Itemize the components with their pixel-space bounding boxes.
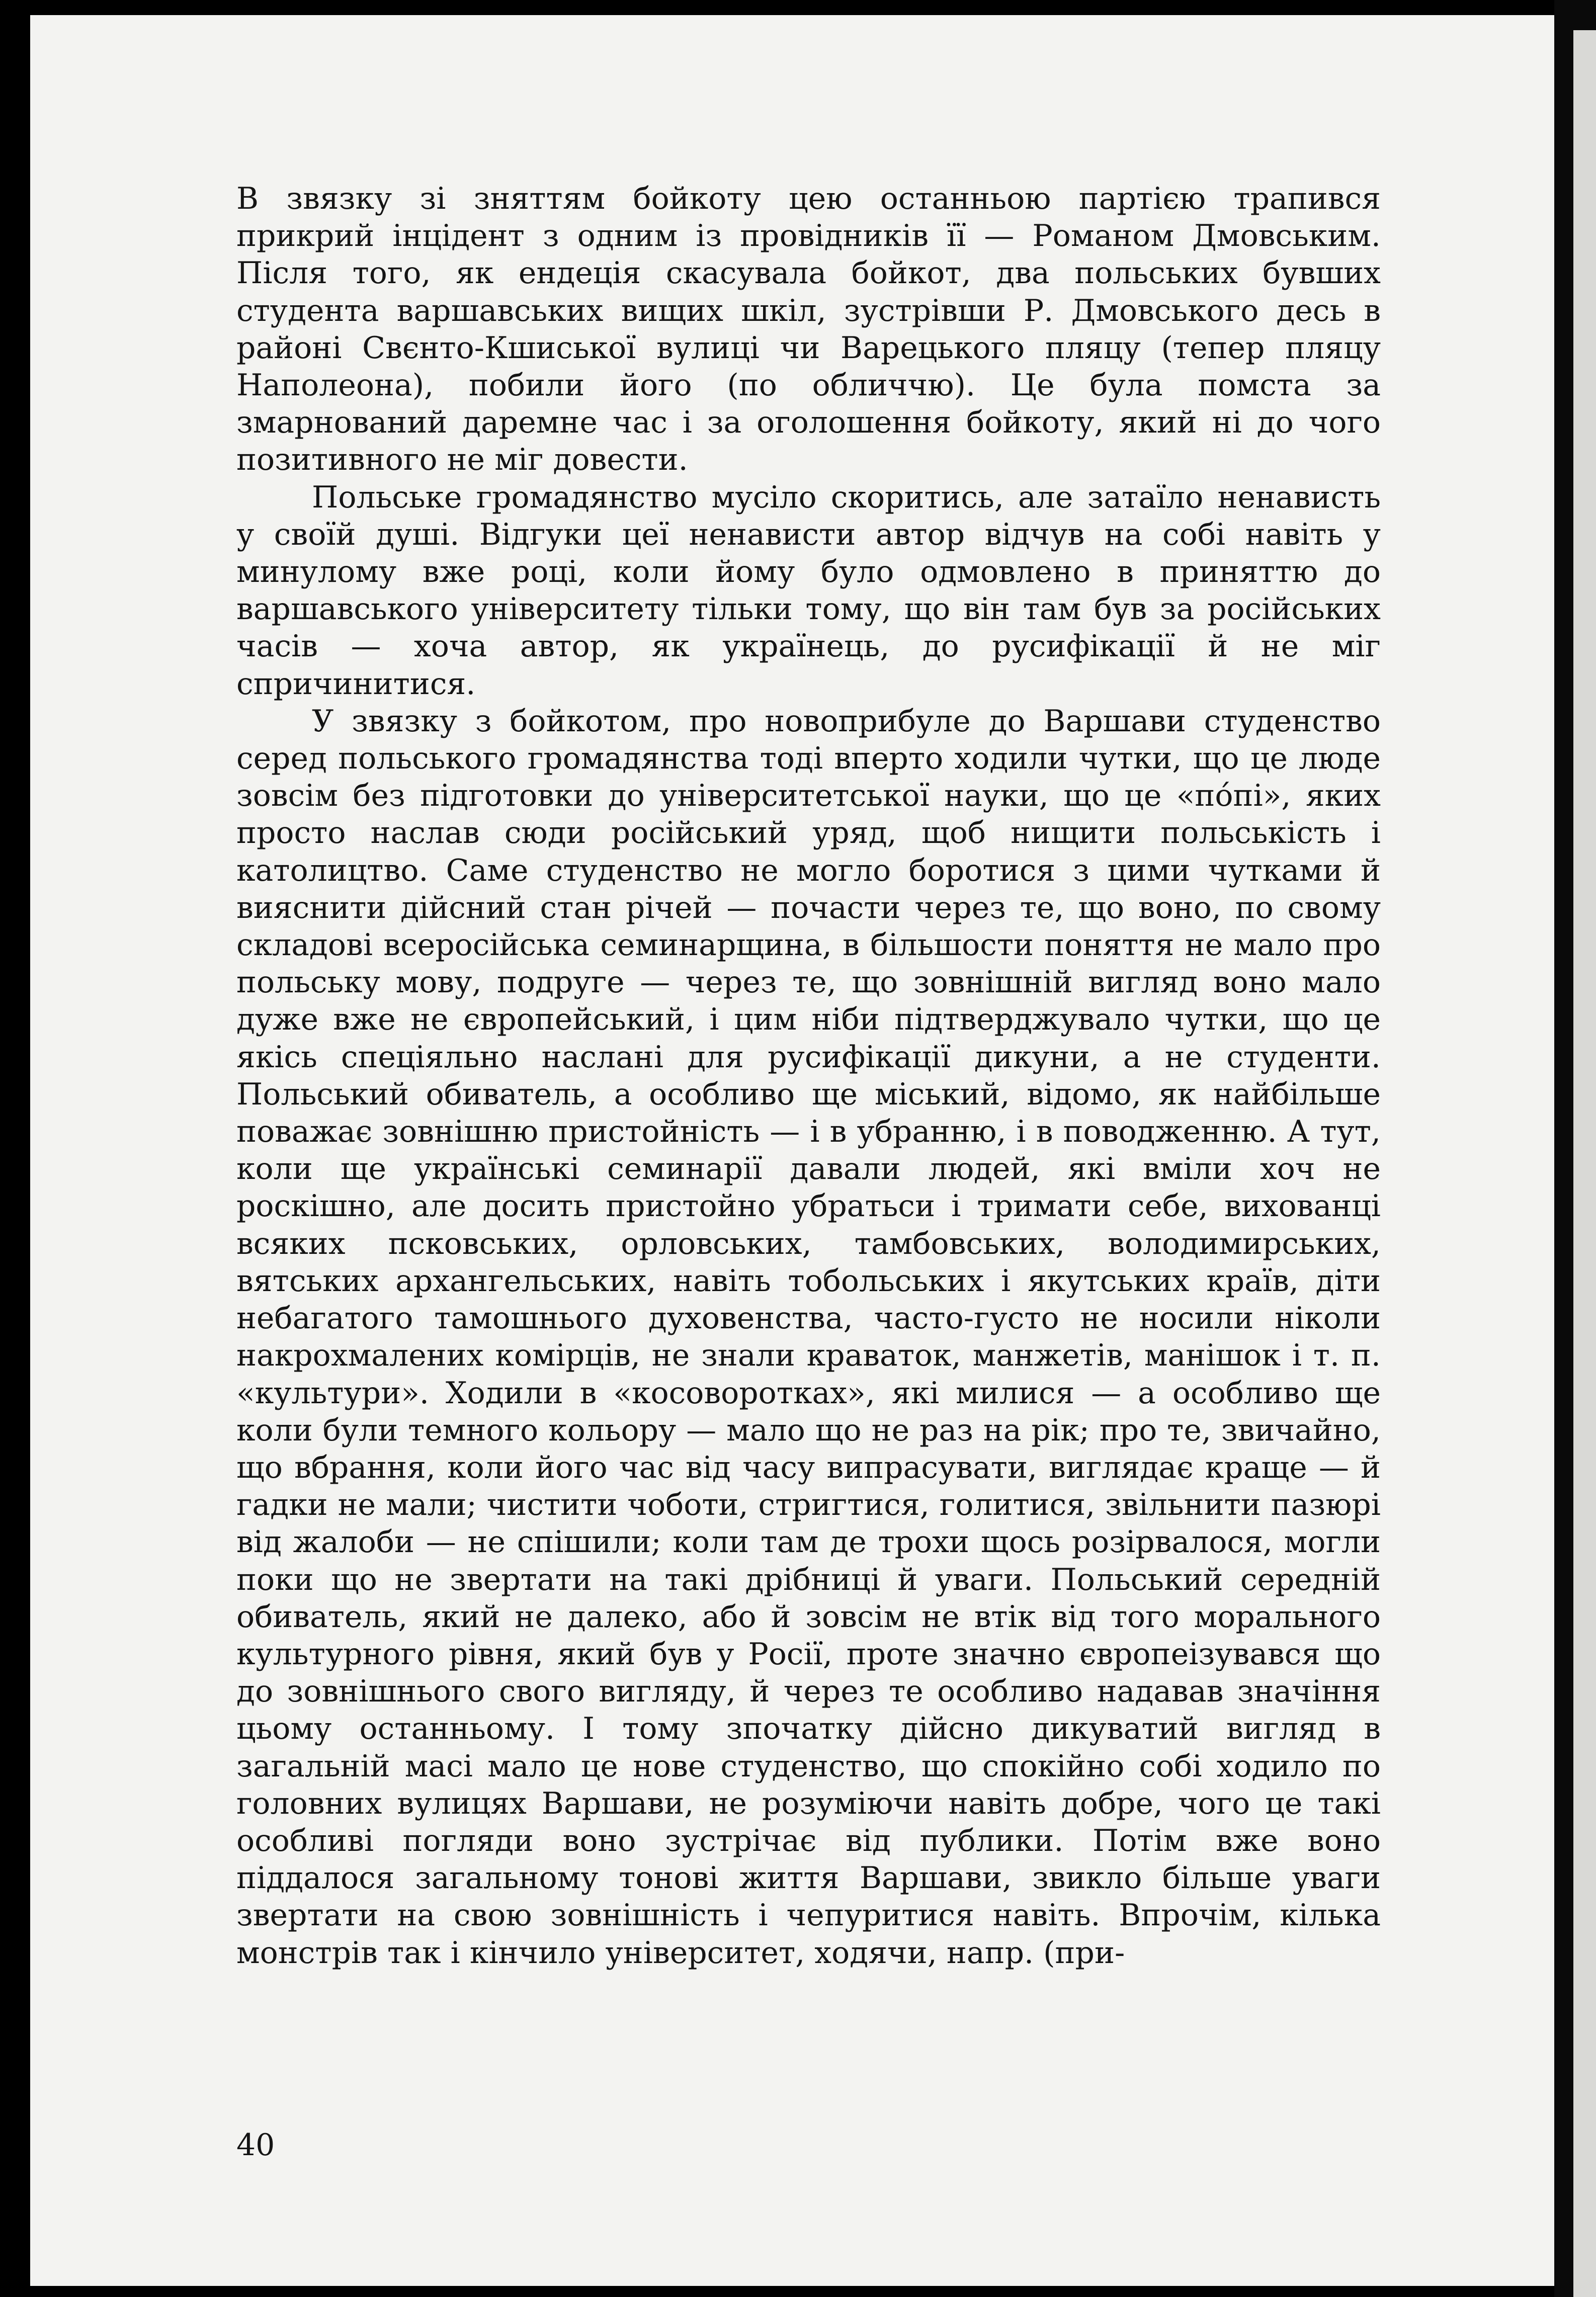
- adjacent-page-edge: [1573, 30, 1596, 2297]
- paragraph-1: В звязку зі зняттям бойкоту цею останньою партією трапився прикрий інцідент з одним із провідників її — Романом Дмовським. Після того, як ендеція скасувала бойкот, два польських бувших студента варшавських вищих шкіл, зустрівши Р. Дмовського десь в районі Свєнто-Кшиської вулиці чи Варецького пляцу (тепер пляцу Наполеона), побили його (по обличчю). Це була помста за змарнований даремне час і за оголошення бойкоту, який ні до чого позитивного не міг довести.: [236, 181, 1381, 478]
- paragraph-3: У звязку з бойкотом, про новоприбуле до Варшави студенство серед польського громадянства тоді вперто ходили чутки, що це люде зовсім без підготовки до університетської науки, що це «пóпі», яких просто наслав сюди російський уряд, щоб нищити польськість і католицтво. Саме студенство не могло боротися з цими чутками й вияснити дійсний стан річей — почасти через те, що воно, по свому складові всеросійська семинарщина, в більшости поняття не мало про польську мову, подруге — через те, що зовнішній вигляд воно мало дуже вже не європейський, і цим ніби підтверджувало чутки, що це якісь спеціяльно наслані для русифікації дикуни, а не студенти. Польський обиватель, а особливо ще міський, відомо, як найбільше поважає зовнішню пристойність — і в убранню, і в поводженню. А тут, коли ще українські семинарії давали людей, які вміли хоч не роскішно, але досить пристойно убратьси і тримати себе, вихованці всяких псковських, орловських, тамбовських, володимирських, вятських архангельських, навіть тобольських і якутських країв, діти небагатого тамошнього духовенства, часто-густо не носили ніколи накрохмалених комірців, не знали краваток, манжетів, манішок і т. п. «культури». Ходили в «косоворотках», які милися — а особливо ще коли були темного кольору — мало що не раз на рік; про те, звичайно, що вбрання, коли його час від часу випрасувати, виглядає краще — й гадки не мали; чистити чоботи, стригтися, голитися, звільнити пазюрі від жалоби — не спішили; коли там де трохи щось розірвалося, могли поки що не звертати на такі дрібниці й уваги. Польський середній обиватель, який не далеко, або й зовсім не втік від того морального культурного рівня, який був у Росії, проте значно європеізувався що до зовнішнього свого вигляду, й через те особливо надавав значіння цьому останньому. І тому зпочатку дійсно дикуватий вигляд в загальній масі мало це нове студенство, що спокійно собі ходило по головних вулицях Варшави, не розуміючи навіть добре, чого це такі особливі погляди воно зустрічає від публики. Потім вже воно піддалося загальному тонові життя Варшави, звикло більше уваги звертати на свою зовнішність і чепуритися навіть. Впрочім, кілька монстрів так і кінчило університет, ходячи, напр. (при-: [236, 703, 1381, 1971]
- page-number: 40: [236, 2128, 275, 2163]
- paragraph-2: Польське громадянство мусіло скоритись, але затаїло ненависть у своїй душі. Відгуки цеї ненависти автор відчув на собі навіть у минулому вже році, коли йому було одмовлено в приняттю до варшавського університету тільки тому, що він там був за російських часів — хоча автор, як українець, до русифікації й не міг спричинитися.: [236, 479, 1381, 702]
- body-text: [236, 180, 1381, 1972]
